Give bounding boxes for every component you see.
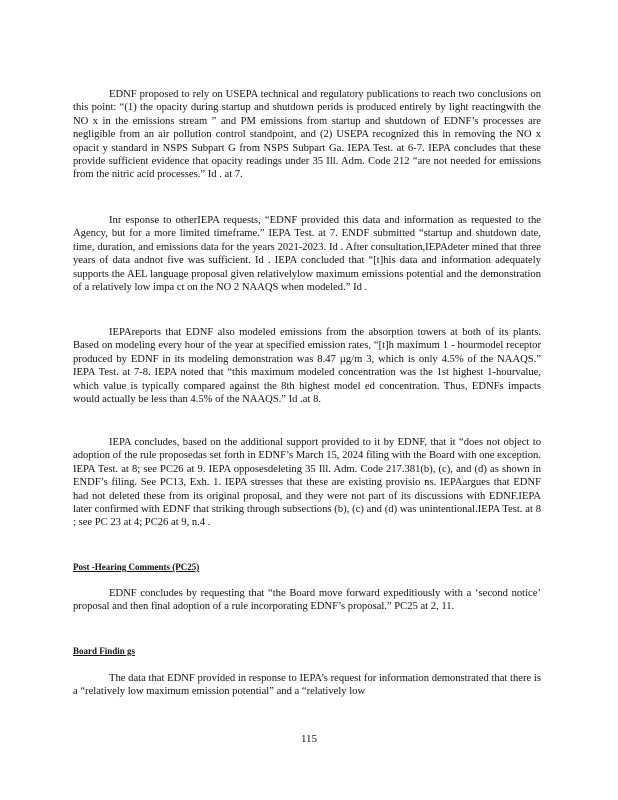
paragraph-text: Inr esponse to otherIEPA requests, “EDNF provided this data and information as requested to the Agency, but for a more limited timeframe.” IEPA Test. at 7. ENDF submitted “startup and shutdown date, time, duration, and emissions data for the years 2021-2023. Id . After consultation,IEPAdeter mined that three years of data andnot five was sufficient. Id . IEPA concluded that “[t]his data and information adequately supports the AEL language proposal given relativelylow maximum emissions potential and the demonstration of a relatively low impa ct on the NO 2 NAAQS when modeled.” Id . xyxy=(73,215,541,294)
paragraph-board-findings xyxy=(73,672,541,699)
paragraph-modeling xyxy=(73,326,541,406)
paragraph-ednf-request xyxy=(73,587,541,614)
section-heading-board-findings: Board Findin gs xyxy=(73,646,136,656)
paragraph-text: IEPA concludes, based on the additional support provided to it by EDNF, that it “does not object to adoption of the rule proposedas set forth in EDNF’s March 15, 2024 filing with the Board with one exception. IEPA Test. at 8; see PC26 at 9. IEPA opposesdeleting 35 Ill. Adm. Code 217.381(b), (c), and (d) as shown in ENDF’s filing. See PC13, Exh. 1. IEPA stresses that these are existing provisio ns. IEPAargues that EDNF had not deleted these from its original proposal, and they were not part of its discussions with EDNF.IEPA later confirmed with EDNF that striking through subsections (b), (c) and (d) was unintentional.IEPA Test. at 8 ; see PC 23 at 4; PC26 at 9, n.4 . xyxy=(73,437,541,529)
page-number: 115 xyxy=(300,733,318,745)
paragraph-text: IEPAreports that EDNF also modeled emissions from the absorption towers at both of its plants. Based on modeling every hour of the year at specified emission rates, “[t]h maximum 1 - hourmodel receptor produced by EDNF in its modeling demonstration was 8.47 µg/m 3, which is only 4.5% of the NAAQS.” IEPA Test. at 7-8. IEPA noted that “this maximum modeled concentration was the 1st highest 1-hourvalue, which value is typically compared against the 8th highest model ed concentration. Thus, EDNFs impacts would actually be less than 4.5% of the NAAQS.” Id .at 8. xyxy=(73,327,541,406)
paragraph-opacity-conclusions xyxy=(73,88,541,182)
section-heading-post-hearing: Post -Hearing Comments (PC25) xyxy=(73,562,200,572)
paragraph-data-submission xyxy=(73,214,541,294)
paragraph-text: The data that EDNF provided in response to IEPA’s request for information demonstrated that there is a “relatively low maximum emission potential” and a “relatively low xyxy=(73,673,541,698)
paragraph-iepa-conclusion xyxy=(73,436,541,530)
paragraph-text: EDNF concludes by requesting that “the Board move forward expeditiously with a ‘second notice’ proposal and then final adoption of a rule incorporating EDNF’s proposal.” PC25 at 2, 11. xyxy=(73,588,541,613)
paragraph-text: EDNF proposed to rely on USEPA technical and regulatory publications to reach two conclusions on this point: “(1) the opacity during startup and shutdown perids is produced entirely by light reactingwith the NO x in the emissions stream ” and PM emissions from startup and shutdown of EDNF’s processes are negligible from an air pollution control standpoint, and (2) USEPA recognized this in removing the NO x opacit y standard in NSPS Subpart G from NSPS Subpart Ga. IEPA Test. at 6-7. IEPA concludes that these provide sufficient evidence that opacity readings under 35 Ill. Adm. Code 212 “are not needed for emissions from the nitric acid processes.” Id . at 7. xyxy=(73,89,541,181)
